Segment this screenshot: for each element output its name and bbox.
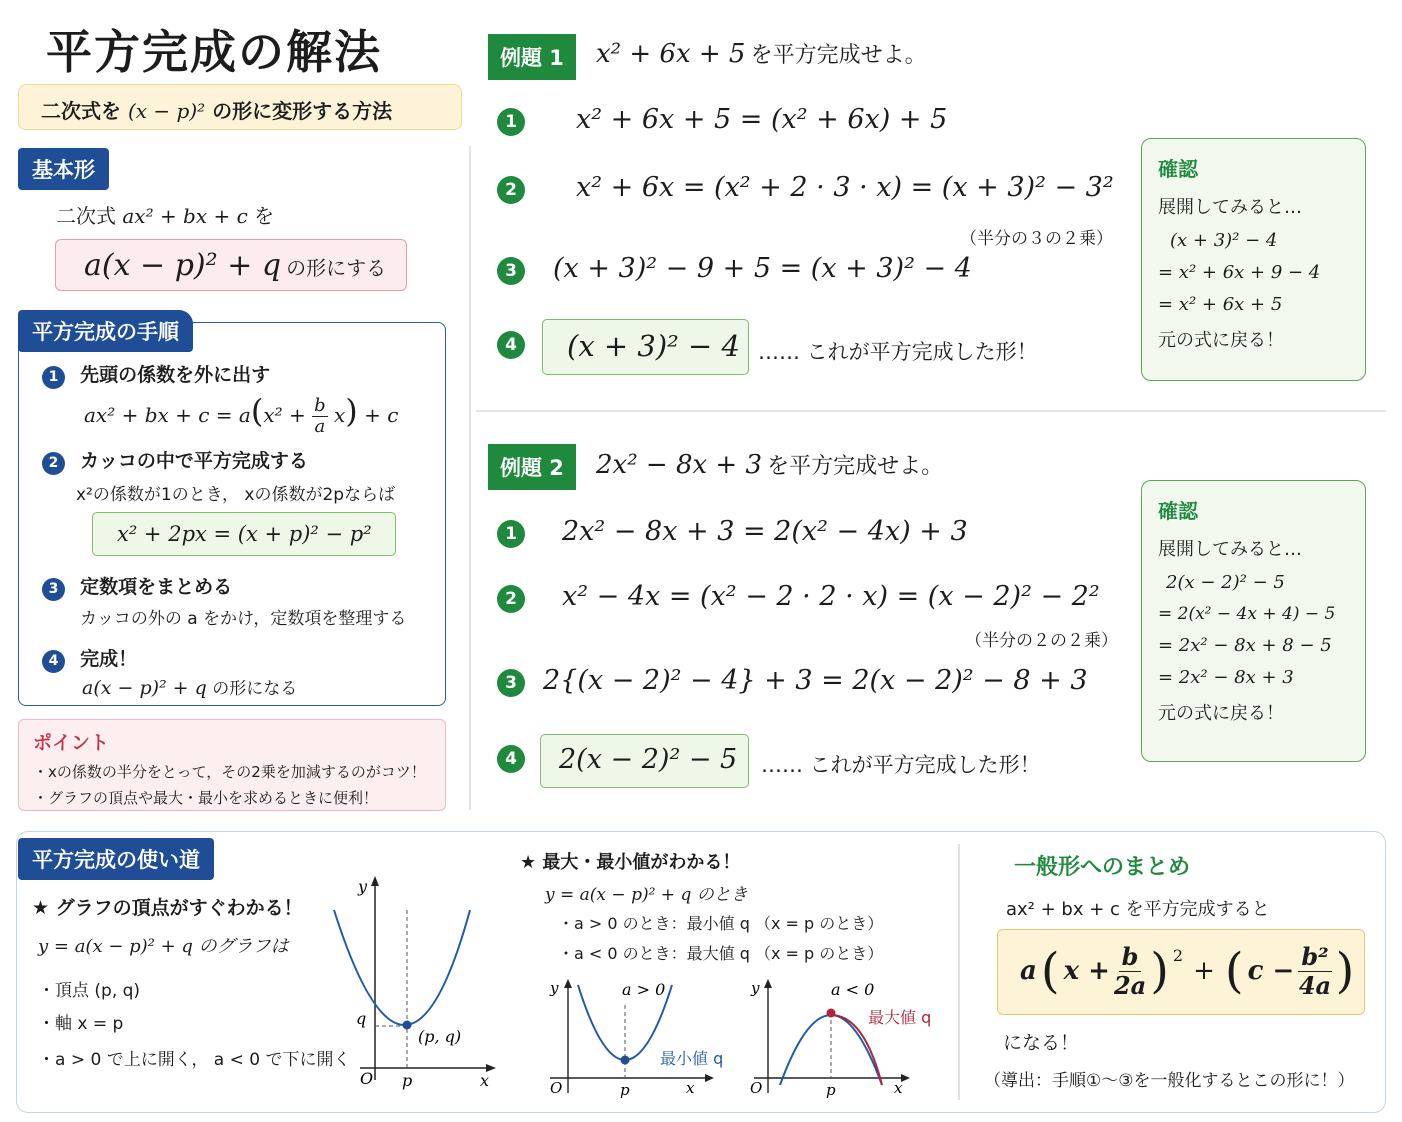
ex2-check-line-4: = 2x² − 8x + 3 xyxy=(1158,667,1294,688)
point-bullet-1: ・xの係数の半分をとって，その2乗を加減するのがコツ！ xyxy=(33,763,426,781)
max-graph-vertex-point xyxy=(827,1009,836,1018)
basic-form-line xyxy=(56,200,274,229)
subtitle-banner xyxy=(18,84,462,130)
step-title-2: カッコの中で平方完成する xyxy=(80,450,308,472)
ex1-check-intro: 展開してみると… xyxy=(1158,197,1302,218)
ex2-step-num-3: 3 xyxy=(497,669,525,697)
ex1-check-line-2: = x² + 6x + 9 − 4 xyxy=(1158,262,1321,283)
summary-line1: ax² + bx + c を平方完成すると xyxy=(1006,899,1270,920)
ex2-check-intro: 展開してみると… xyxy=(1158,539,1302,560)
extremum-heading: ★ 最大・最小値がわかる！ xyxy=(520,852,741,873)
min-graph-y-label: y xyxy=(550,979,559,997)
step-4-post: の形になる xyxy=(212,679,298,699)
target-form-expr: a(x − p)² + q xyxy=(84,248,282,283)
vertex-graph-q-label: q xyxy=(356,1009,367,1028)
ex2-step-2-note: （半分の２の２乗） xyxy=(965,631,1118,651)
example-2-tag: 例題 2 xyxy=(488,444,576,490)
ex1-step-num-1: 1 xyxy=(497,108,525,136)
horizontal-divider xyxy=(476,410,1386,412)
procedure-step-3 xyxy=(42,572,232,601)
ex1-check-box xyxy=(1141,138,1366,381)
point-tag: ポイント xyxy=(33,732,110,754)
example-2-problem-expr: 2x² − 8x + 3 xyxy=(596,450,763,480)
max-graph-cond: a < 0 xyxy=(831,980,875,999)
vertex-graph-y-arrow xyxy=(371,876,379,886)
example-1-problem-text: を平方完成せよ。 xyxy=(750,43,927,68)
ex2-step-1-expr: 2x² − 8x + 3 = 2(x² − 4x) + 3 xyxy=(562,516,968,547)
step-number-1: 1 xyxy=(42,366,65,389)
vertex-heading: ★ グラフの頂点がすぐわかる！ xyxy=(32,897,303,919)
page-title: 平方完成の解法 xyxy=(46,25,382,79)
step-2-note: x²の係数が1のとき， xの係数が2pならば xyxy=(76,485,396,505)
vertex-graph-line-text: y = a(x − p)² + q のグラフは xyxy=(38,936,289,957)
ex1-check-line-3: = x² + 6x + 5 xyxy=(1158,294,1283,315)
ex2-step-num-4: 4 xyxy=(497,745,525,773)
vertical-divider xyxy=(469,146,471,810)
extremum-bullet-2: ・a < 0 のとき：最大値 q （x = p のとき） xyxy=(558,944,884,963)
ex2-answer-comment: …… これが平方完成した形！ xyxy=(761,753,1041,777)
ex1-step-3-expr: (x + 3)² − 9 + 5 = (x + 3)² − 4 xyxy=(553,253,972,284)
vertex-graph xyxy=(320,870,500,1095)
vertex-graph-x-label: x xyxy=(480,1071,490,1090)
step-number-4: 4 xyxy=(42,650,65,673)
ex1-step-num-2: 2 xyxy=(497,176,525,204)
vertex-graph-parabola xyxy=(334,910,470,1025)
vertex-graph-y-label: y xyxy=(358,877,368,896)
ex1-step-2-expr: x² + 6x = (x² + 2 · 3 · x) = (x + 3)² − 3² xyxy=(576,172,1114,203)
subtitle-pre: 二次式を xyxy=(41,99,121,123)
min-graph-x-label: x xyxy=(686,1079,695,1097)
ex1-check-outro: 元の式に戻る！ xyxy=(1158,330,1284,351)
procedure-step-4 xyxy=(42,644,137,673)
ex1-check-line-1: (x + 3)² − 4 xyxy=(1170,230,1278,251)
ex1-step-num-4: 4 xyxy=(497,331,525,359)
summary-note: （導出：手順①〜③を一般化するとこの形に！） xyxy=(984,1071,1355,1091)
procedure-tag: 平方完成の手順 xyxy=(18,310,193,352)
step-2-formula: x² + 2px = (x + p)² − p² xyxy=(92,512,396,556)
ex2-check-outro: 元の式に戻る！ xyxy=(1158,703,1284,724)
vertex-graph-line xyxy=(38,932,289,958)
target-form-text: の形にする xyxy=(286,256,387,280)
ex2-step-num-2: 2 xyxy=(497,585,525,613)
step-number-3: 3 xyxy=(42,578,65,601)
ex2-check-line-1: 2(x − 2)² − 5 xyxy=(1166,572,1285,593)
ex1-answer-comment: …… これが平方完成した形！ xyxy=(758,340,1038,364)
point-bullet-2: ・グラフの頂点や最大・最小を求めるときに便利！ xyxy=(33,789,379,807)
ex1-step-2-note: （半分の３の２乗） xyxy=(960,229,1113,249)
example-1-problem xyxy=(596,38,927,69)
ex1-step-num-3: 3 xyxy=(497,257,525,285)
min-graph-p-label: p xyxy=(620,1081,630,1099)
vertex-bullet-3: ・a > 0 で上に開く， a < 0 で下に開く xyxy=(38,1050,351,1070)
vertex-graph-p-label: p xyxy=(402,1071,413,1090)
max-graph-origin-label: O xyxy=(750,1079,763,1097)
max-graph-label: 最大値 q xyxy=(868,1008,932,1027)
vertex-bullet-1: ・頂点 (p, q) xyxy=(38,981,141,1001)
ex2-step-2-expr: x² − 4x = (x² − 2 · 2 · x) = (x − 2)² − 2² xyxy=(562,581,1100,612)
min-graph-origin-label: O xyxy=(550,1079,563,1097)
summary-formula: a ( x + $\frac{b}{2a}$ ) 2 + ( c − $\frac{\text{b²}}{4a}$ ) xyxy=(1020,941,1355,1000)
example-2-problem-text: を平方完成せよ。 xyxy=(767,454,944,479)
min-graph-label: 最小値 q xyxy=(660,1049,724,1068)
procedure-step-1 xyxy=(42,360,270,389)
max-graph-y-label: y xyxy=(751,979,760,997)
vertex-graph-vertex-point xyxy=(403,1021,412,1030)
step-title-4: 完成！ xyxy=(80,648,138,670)
ex2-step-num-1: 1 xyxy=(497,520,525,548)
ex1-step-1-expr: x² + 6x + 5 = (x² + 6x) + 5 xyxy=(576,104,948,135)
basic-line-post: を xyxy=(254,204,275,228)
ex2-answer-box: 2(x − 2)² − 5 xyxy=(540,734,749,788)
step-title-1: 先頭の係数を外に出す xyxy=(80,364,271,386)
step-4-expr: a(x − p)² + q xyxy=(82,677,207,699)
summary-formula-box xyxy=(997,929,1365,1015)
summary-heading: 一般形へのまとめ xyxy=(1014,855,1191,880)
example-1-problem-expr: x² + 6x + 5 xyxy=(596,39,746,69)
ex2-check-line-2: = 2(x² − 4x + 4) − 5 xyxy=(1158,604,1336,624)
bottom-divider xyxy=(958,844,960,1100)
subtitle-post: の形に変形する方法 xyxy=(212,99,393,123)
ex1-check-title: 確認 xyxy=(1158,157,1198,181)
min-graph-vertex-point xyxy=(621,1056,630,1065)
usage-tag: 平方完成の使い道 xyxy=(18,838,214,880)
example-1-tag: 例題 1 xyxy=(488,34,576,80)
target-form-box xyxy=(55,239,407,291)
max-graph xyxy=(746,975,946,1100)
ex2-step-3-expr: 2{(x − 2)² − 4} + 3 = 2(x − 2)² − 8 + 3 xyxy=(543,665,1088,696)
vertex-graph-point-label: (p, q) xyxy=(418,1027,462,1046)
min-graph-y-arrow xyxy=(564,979,572,988)
step-1-expr: ax² + bx + c = a(x² + $\frac{b}{a}$ x) + c xyxy=(84,392,399,437)
point-box xyxy=(18,719,446,811)
vertex-bullet-2: ・軸 x = p xyxy=(38,1014,124,1034)
ex2-check-box xyxy=(1141,480,1366,762)
basic-line-pre: 二次式 xyxy=(56,204,116,228)
min-graph-x-arrow xyxy=(705,1074,714,1082)
procedure-step-2 xyxy=(42,446,308,475)
ex2-check-title: 確認 xyxy=(1158,499,1198,523)
min-graph-cond: a > 0 xyxy=(622,980,666,999)
ex2-check-line-3: = 2x² − 8x + 8 − 5 xyxy=(1158,635,1332,656)
ex1-answer-box: (x + 3)² − 4 xyxy=(542,319,749,375)
basic-line-expr: ax² + bx + c xyxy=(122,204,248,228)
max-graph-y-arrow xyxy=(764,979,772,988)
max-graph-x-label: x xyxy=(894,1079,903,1097)
extremum-bullet-1: ・a > 0 のとき：最小値 q （x = p のとき） xyxy=(558,914,884,933)
max-graph-p-label: p xyxy=(826,1081,836,1099)
example-2-problem xyxy=(596,449,943,480)
step-title-3: 定数項をまとめる xyxy=(80,576,233,598)
summary-post: になる！ xyxy=(1003,1032,1080,1054)
min-graph xyxy=(538,975,748,1100)
subtitle-expr: (x − p)² xyxy=(127,99,206,123)
step-number-2: 2 xyxy=(42,452,65,475)
vertex-graph-origin-label: O xyxy=(360,1069,374,1088)
extremum-condition: y = a(x − p)² + q のとき xyxy=(545,885,748,905)
step-4-line xyxy=(82,674,297,699)
step-3-note: カッコの外の a をかけ，定数項を整理する xyxy=(80,609,407,629)
basic-form-tag: 基本形 xyxy=(18,148,109,190)
